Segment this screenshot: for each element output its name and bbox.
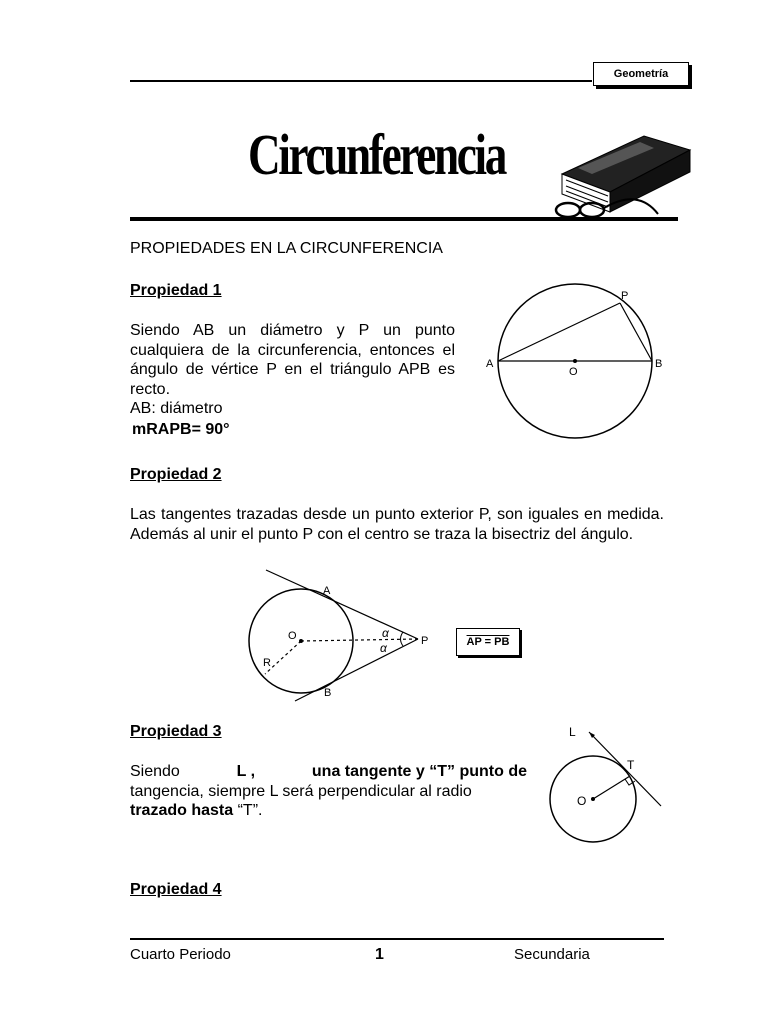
label-r: R bbox=[263, 657, 271, 669]
property-2-text: Las tangentes trazadas desde un punto exterior P, son iguales en medida. Además al unir el punto P con el centro se traza la bisectriz del ángulo. bbox=[130, 506, 664, 543]
property-4-title: Propiedad 4 bbox=[130, 881, 222, 898]
text-line-2: tangencia, siempre L será perpendicular al radio bbox=[130, 782, 472, 800]
footer-rule bbox=[130, 938, 664, 940]
label-o: O bbox=[569, 366, 578, 378]
equation-text: AP = PB bbox=[466, 636, 510, 648]
label-o: O bbox=[288, 630, 297, 642]
label-a: A bbox=[323, 585, 331, 597]
label-o: O bbox=[577, 794, 587, 808]
footer-left: Cuarto Periodo bbox=[130, 946, 231, 963]
label-alpha-top: α bbox=[382, 626, 389, 640]
page-title: Circunferencia bbox=[248, 122, 506, 187]
equation-box bbox=[456, 628, 520, 656]
book-glasses-illustration bbox=[548, 128, 696, 220]
label-b: B bbox=[655, 358, 663, 370]
property-1-text: Siendo AB un diámetro y P un punto cualquiera de la circunferencia, entonces el ángulo de vértice P en el triángulo APB es recto. bbox=[130, 322, 455, 398]
label-p: P bbox=[621, 290, 629, 302]
property-1-diagram bbox=[480, 282, 670, 442]
property-1-diameter-note: AB: diámetro bbox=[130, 400, 223, 417]
section-heading: PROPIEDADES EN LA CIRCUNFERENCIA bbox=[130, 240, 443, 257]
property-2-title: Propiedad 2 bbox=[130, 466, 222, 483]
property-1-title: Propiedad 1 bbox=[130, 282, 222, 299]
text-l: L , bbox=[236, 763, 256, 780]
property-3-title: Propiedad 3 bbox=[130, 723, 222, 740]
page-number: 1 bbox=[375, 946, 384, 963]
text-line-3-bold: trazado hasta bbox=[130, 802, 234, 819]
title-rule bbox=[130, 217, 678, 221]
property-3-diagram bbox=[545, 722, 670, 847]
subject-tag: Geometría bbox=[593, 62, 689, 86]
label-p: P bbox=[421, 635, 429, 647]
text-siendo: Siendo bbox=[130, 763, 180, 780]
footer-right: Secundaria bbox=[514, 946, 590, 963]
property-1-formula: mRAPB= 90° bbox=[132, 421, 230, 438]
label-l: L bbox=[569, 725, 576, 739]
property-3-text bbox=[130, 762, 527, 821]
label-t: T bbox=[627, 758, 635, 772]
header-rule bbox=[130, 80, 592, 82]
text-tangent-bold: una tangente y “T” punto de bbox=[311, 763, 527, 780]
property-2-diagram bbox=[240, 568, 440, 708]
label-alpha-bottom: α bbox=[380, 641, 387, 655]
label-b: B bbox=[324, 687, 332, 699]
label-a: A bbox=[486, 358, 494, 370]
text-line-3-end: “T”. bbox=[237, 802, 263, 819]
